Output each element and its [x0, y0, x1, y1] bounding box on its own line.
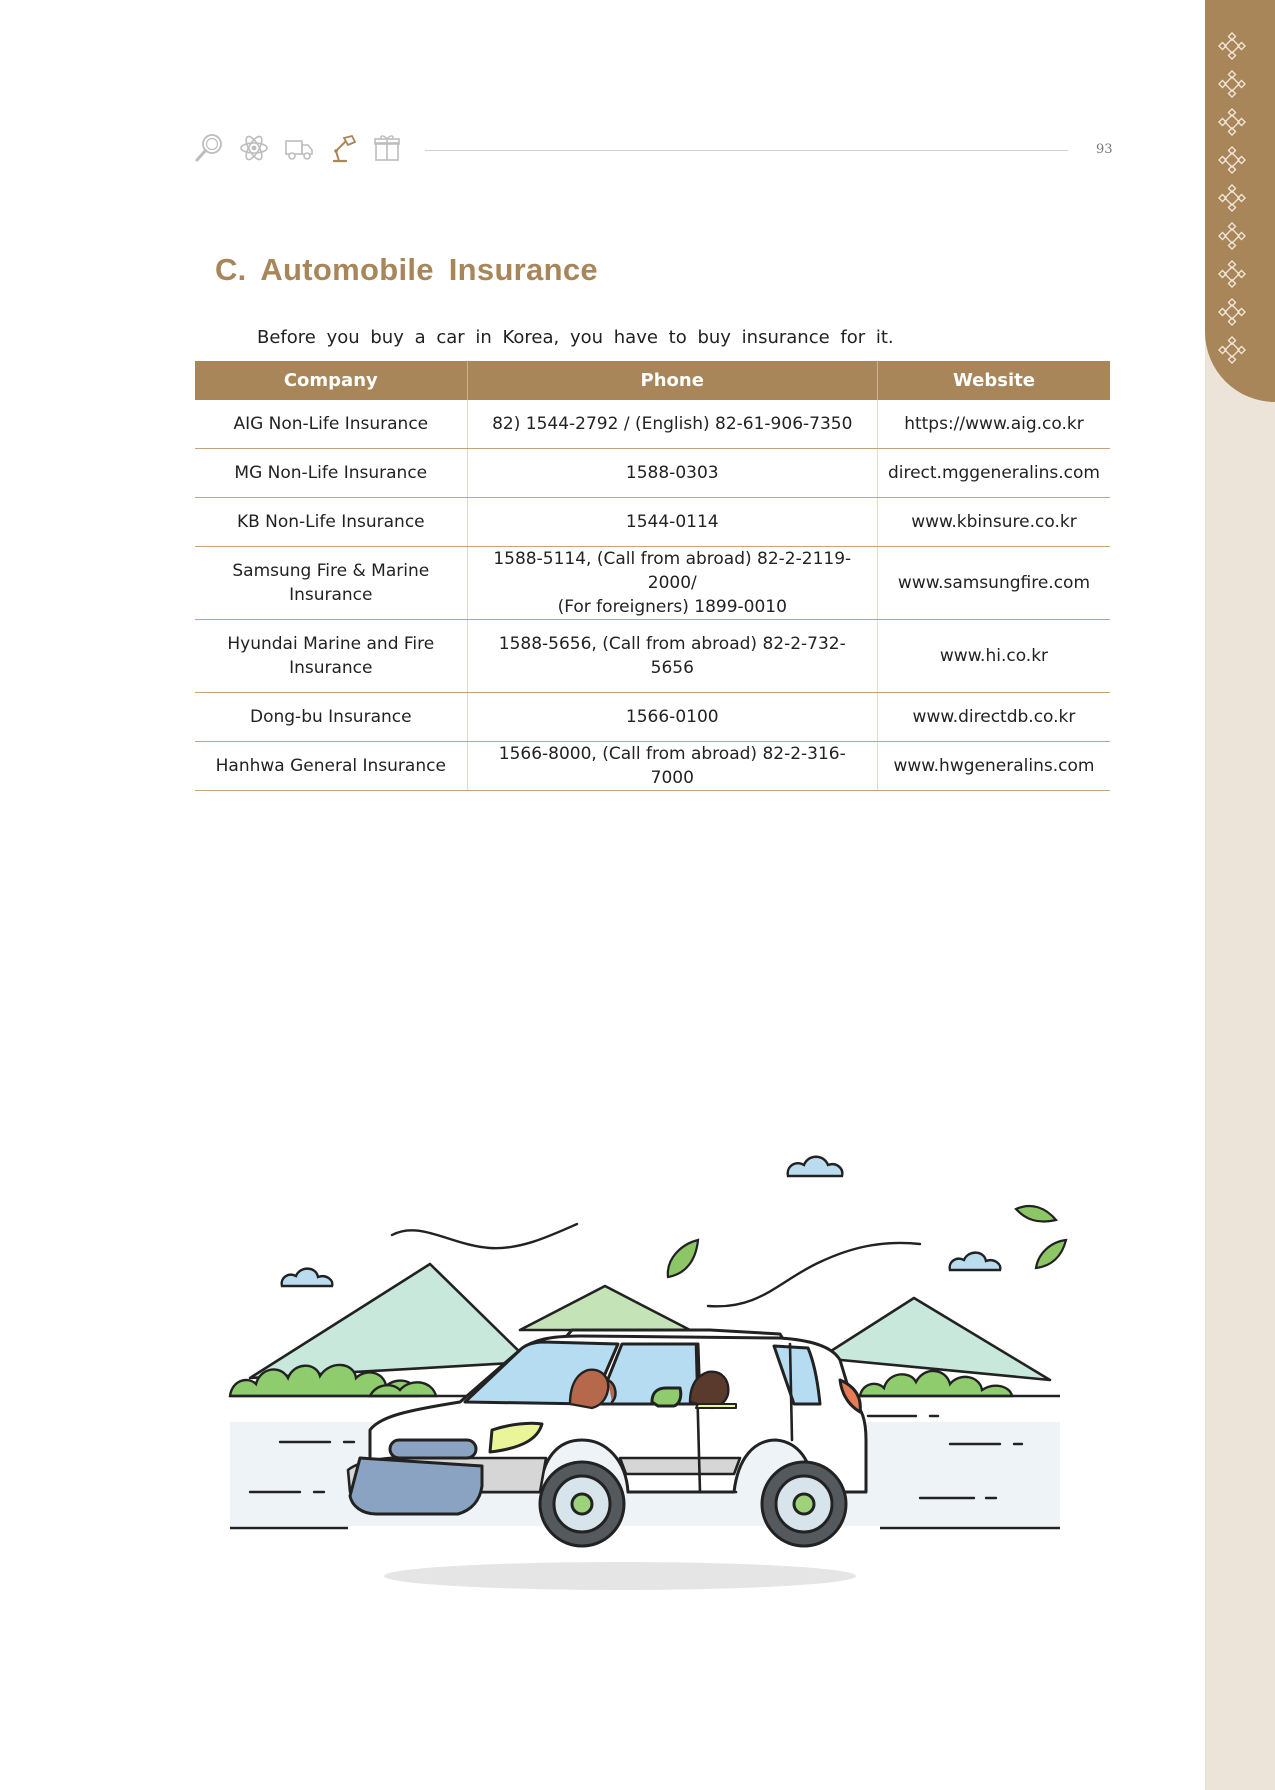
wheel-front — [540, 1462, 624, 1546]
website-cell — [877, 400, 1110, 449]
website-cell — [877, 693, 1110, 742]
diamond-ornament-icon — [1218, 298, 1246, 326]
company-line: MG Non-Life Insurance — [234, 463, 428, 483]
man-shirt — [696, 1404, 736, 1408]
company-line: Dong-bu Insurance — [250, 707, 412, 727]
company-cell — [195, 498, 467, 547]
website-link[interactable]: www.kbinsure.co.kr — [911, 512, 1077, 532]
company-line: Insurance — [289, 585, 373, 605]
wheel-rear — [762, 1462, 846, 1546]
diamond-ornament-icon — [1218, 70, 1246, 98]
wind-lines — [392, 1224, 920, 1306]
clouds — [282, 1157, 1001, 1286]
table-row — [195, 400, 1110, 449]
diamond-ornament-icon — [1218, 108, 1246, 136]
leaf-icon — [1016, 1206, 1056, 1221]
diamond-ornament-icon — [1218, 222, 1246, 250]
company-cell — [195, 620, 467, 693]
company-line: AIG Non-Life Insurance — [233, 414, 429, 434]
phone-cell — [467, 693, 877, 742]
desk-lamp-icon — [328, 132, 360, 164]
website-link[interactable]: www.directdb.co.kr — [912, 707, 1076, 727]
company-cell — [195, 742, 467, 791]
website-link[interactable]: www.samsungfire.com — [897, 573, 1091, 593]
diamond-ornament-icon — [1218, 184, 1246, 212]
website-link[interactable]: www.hi.co.kr — [939, 646, 1049, 666]
table-row — [195, 547, 1110, 620]
cloud-icon — [950, 1253, 1001, 1270]
company-line: KB Non-Life Insurance — [236, 512, 425, 532]
phone-line: 1566-0100 — [625, 707, 719, 727]
table-row — [195, 693, 1110, 742]
car-driving-illustration — [220, 1140, 1080, 1600]
leaves — [668, 1206, 1066, 1277]
diamond-ornament-icon — [1218, 32, 1246, 60]
leaf-icon — [668, 1240, 698, 1277]
mountain-center — [520, 1286, 690, 1330]
website-cell — [877, 742, 1110, 791]
insurance-table — [195, 361, 1110, 791]
phone-cell — [467, 498, 877, 547]
table-row — [195, 449, 1110, 498]
diamond-ornament-icon — [1218, 146, 1246, 174]
header-company: Company — [195, 361, 467, 400]
grille — [390, 1440, 476, 1458]
diamond-ornament-icon — [1218, 336, 1246, 364]
phone-line: 1566-8000, (Call from abroad) 82-2-316-7000 — [498, 744, 846, 788]
phone-cell — [467, 620, 877, 693]
intro-text: Before you buy a car in Korea, you have to buy insurance for it. — [257, 327, 894, 348]
phone-cell — [467, 742, 877, 791]
phone-cell — [467, 400, 877, 449]
table-row — [195, 498, 1110, 547]
website-link[interactable]: https://www.aig.co.kr — [904, 414, 1084, 434]
website-cell — [877, 498, 1110, 547]
table-row — [195, 620, 1110, 693]
diamond-ornament-icon — [1218, 260, 1246, 288]
side-mirror — [652, 1388, 681, 1406]
car-shadow — [384, 1562, 856, 1590]
company-line: Hyundai Marine and Fire — [227, 634, 435, 654]
header-phone: Phone — [467, 361, 877, 400]
phone-cell — [467, 449, 877, 498]
atom-icon — [238, 132, 270, 164]
website-cell — [877, 449, 1110, 498]
company-line: Insurance — [289, 658, 373, 678]
section-title: C. Automobile Insurance — [215, 252, 598, 287]
website-cell — [877, 547, 1110, 620]
table-row — [195, 742, 1110, 791]
website-link[interactable]: direct.mggeneralins.com — [887, 463, 1100, 483]
company-cell — [195, 547, 467, 620]
mountain-right — [820, 1298, 1050, 1380]
website-link[interactable]: www.hwgeneralins.com — [893, 756, 1095, 776]
phone-line: 1588-5114, (Call from abroad) 82-2-2119-2000/ — [493, 549, 852, 593]
header-rule — [425, 150, 1068, 151]
phone-line: 1544-0114 — [625, 512, 719, 532]
table-header-row — [195, 361, 1110, 400]
leaf-icon — [1036, 1240, 1066, 1268]
header-website: Website — [877, 361, 1110, 400]
company-line: Hanhwa General Insurance — [215, 756, 446, 776]
cloud-icon — [282, 1269, 333, 1286]
company-line: Samsung Fire & Marine — [232, 561, 430, 581]
phone-cell — [467, 547, 877, 620]
front-bumper — [350, 1458, 482, 1514]
company-cell — [195, 449, 467, 498]
page-number: 93 — [1096, 142, 1113, 157]
phone-line: 82) 1544-2792 / (English) 82-61-906-7350 — [492, 414, 853, 434]
cloud-icon — [788, 1157, 843, 1176]
gift-box-icon — [371, 132, 403, 164]
truck-icon — [283, 132, 315, 164]
website-cell — [877, 620, 1110, 693]
phone-line: 1588-0303 — [625, 463, 719, 483]
magnifier-icon — [193, 132, 225, 164]
phone-line: 1588-5656, (Call from abroad) 82-2-732-5656 — [498, 634, 846, 678]
company-cell — [195, 693, 467, 742]
company-cell — [195, 400, 467, 449]
phone-line: (For foreigners) 1899-0010 — [557, 597, 787, 617]
